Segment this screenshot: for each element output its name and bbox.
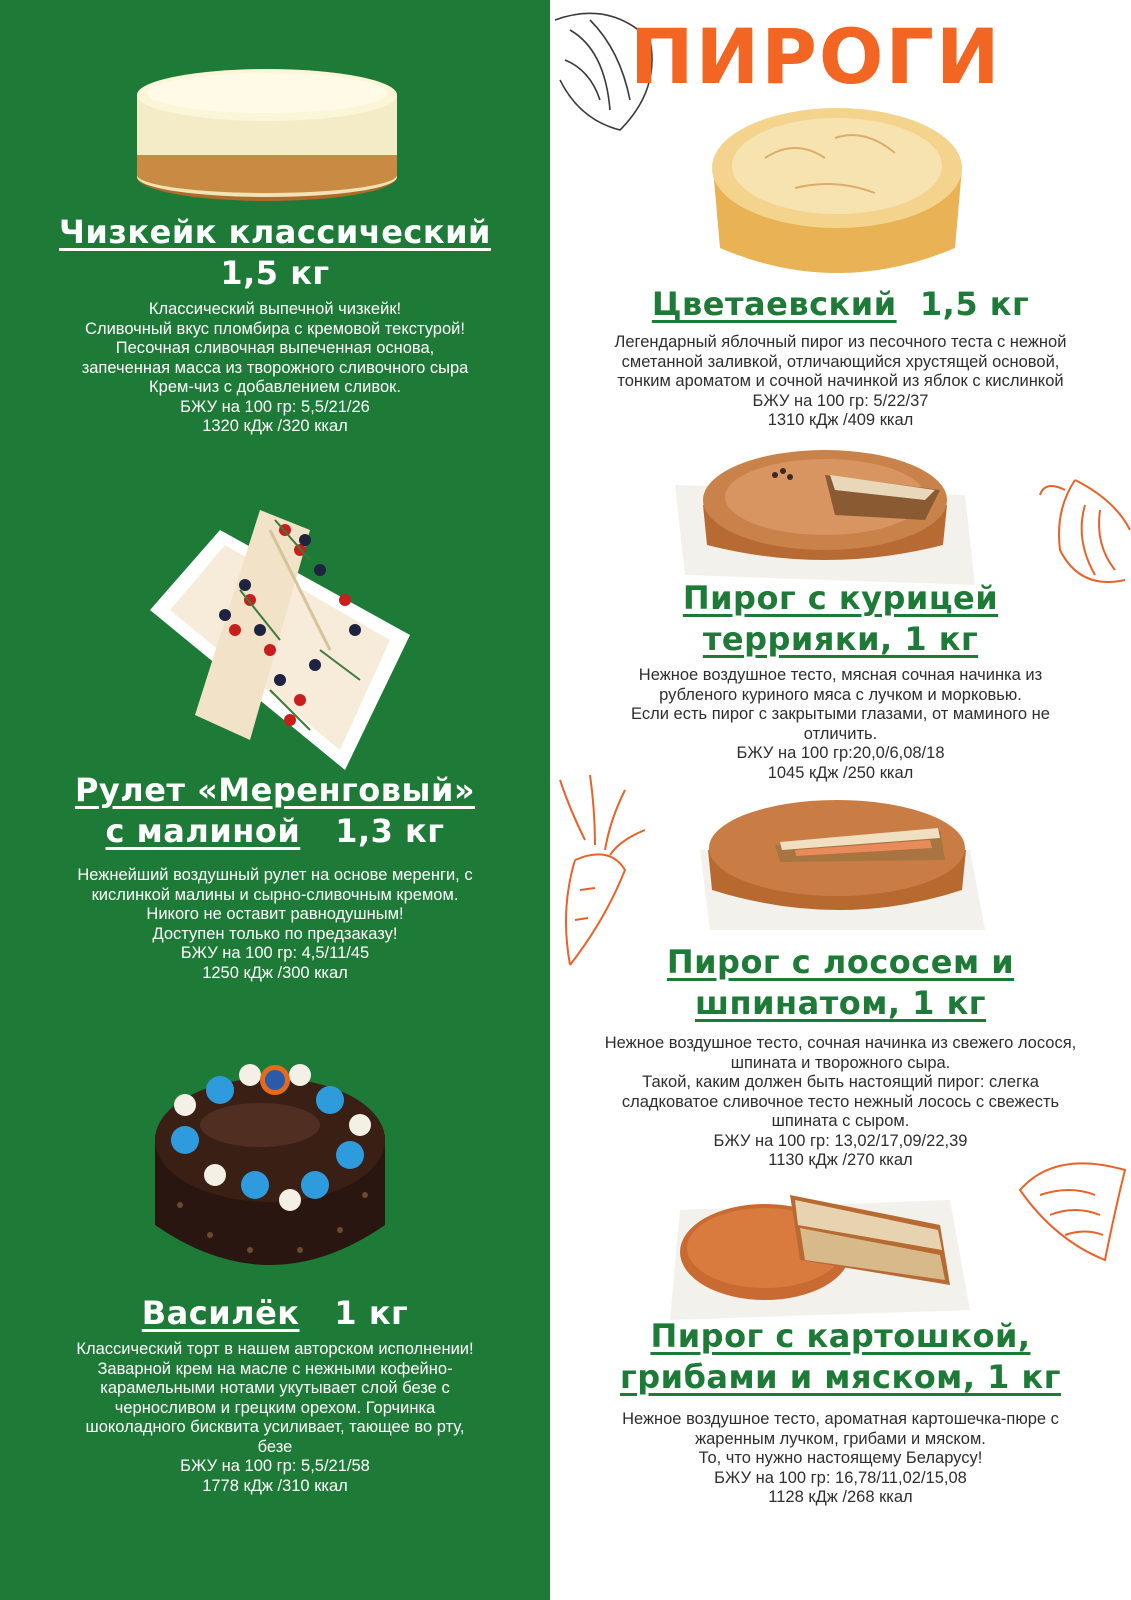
tsvetaevsky-weight: 1,5 кг [919,285,1030,323]
section-heading: ПИРОГИ [630,12,1002,101]
potato-pie-block [550,1316,1131,1508]
meringue-roll-block [0,770,550,983]
left-panel [0,0,550,1600]
tsvetaevsky-block [550,284,1131,431]
chicken-pie-photo [675,435,975,590]
salmon-pie-title-line2: шпинатом, 1 кг [694,984,987,1022]
chicken-pie-description: Нежное воздушное тесто, мясная сочная начинка из рубленого куриного мяса с лучком и морковью. Если есть пирог с закрытыми глазами, от маминого не отличить. БЖУ на 100 гр:20,0/6,08/18 1045 кДж /250 ккал [631,666,1050,782]
vasilyok-cake-photo [150,1045,390,1305]
right-panel [550,0,1131,1600]
meringue-roll-photo [150,490,420,775]
tsvetaevsky-title: Цветаевский [651,285,897,323]
salmon-doodle-icon [1015,1150,1131,1265]
chicken-pie-title-line2: террияки, 1 кг [702,620,979,658]
cheesecake-photo [125,55,410,205]
chicken-pie-block [550,578,1131,783]
cheesecake-block [0,212,550,437]
vasilyok-weight: 1 кг [334,1294,409,1332]
meringue-title-line2: с малиной [105,812,301,850]
meringue-weight: 1,3 кг [335,812,445,850]
salmon-pie-description: Нежное воздушное тесто, сочная начинка из свежего лосося, шпината и творожного сыра. Такой, каким должен быть настоящий пирог: слегка сладковатое сливочное тесто нежный лосось с свежесть шпината с сыром. БЖУ на 100 гр: 13,02/17,09/22,39 1130 кДж /270 ккал [604,1034,1077,1169]
salmon-pie-block [550,942,1131,1171]
tsvetaevsky-description: Легендарный яблочный пирог из песочного теста с нежной сметанной заливкой, отличающийся хрустящей основой, тонким ароматом и сочной начинкой из яблок с кислинкой БЖУ на 100 гр: 5/22/37 1310 кДж /409 ккал [614,333,1067,429]
salmon-pie-title-line1: Пирог с лососем и [666,943,1015,981]
vasilyok-description: Классический торт в нашем авторском исполнении! Заварной крем на масле с нежными кофейно- карамельными нотами укутывает слой безе с черносливом и грецким орехом. Горчинка шоколадного бисквита усиливает, тающее во рту, безе БЖУ на 100 гр: 5,5/21/58 1778 кДж /310 ккал [76,1340,474,1495]
vasilyok-title: Василёк [141,1294,300,1332]
salmon-pie-photo [700,790,990,935]
meringue-description: Нежнейший воздушный рулет на основе меренги, с кислинкой малины и сырно-сливочным кремом. Никого не оставит равнодушным! Доступен только по предзаказу! БЖУ на 100 гр: 4,5/11/45 1250 кДж /300 ккал [77,866,473,982]
potato-pie-description: Нежное воздушное тесто, ароматная картошечка-пюре с жаренным лучком, грибами и мяском. То, что нужно настоящему Беларусу! БЖУ на 100 гр: 16,78/11,02/15,08 1128 кДж /268 ккал [622,1410,1059,1506]
potato-pie-photo [670,1170,980,1330]
chicken-pie-title-line1: Пирог с курицей [682,579,999,617]
cheesecake-description: Классический выпечной чизкейк! Сливочный вкус пломбира с кремовой текстурой! Песочная сливочная выпеченная основа, запеченная масса из творожного сливочного сыра Крем-чиз с добавлением сливок. БЖУ на 100 гр: 5,5/21/26 1320 кДж /320 ккал [81,300,469,435]
vasilyok-block [0,1293,550,1496]
tsvetaevsky-pie-photo [705,98,970,283]
potato-pie-title-line2: грибами и мяском, 1 кг [620,1358,1061,1396]
carrot-doodle-icon [550,770,660,970]
cheesecake-weight: 1,5 кг [220,254,330,292]
cheesecake-title: Чизкейк классический [59,213,491,251]
potato-pie-title-line1: Пирог с картошкой, [650,1317,1031,1355]
meringue-title-line1: Рулет «Меренговый» [74,771,476,809]
